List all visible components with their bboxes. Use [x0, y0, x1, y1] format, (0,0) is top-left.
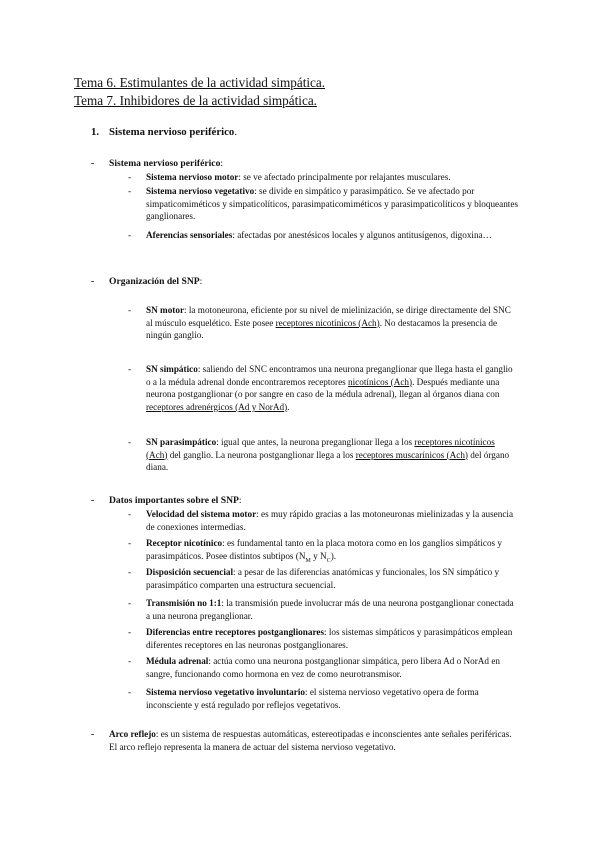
- section-number: 1.: [91, 126, 100, 138]
- list-bullet: -: [128, 305, 132, 316]
- list-item-sn-simpatico: SN simpático: saliendo del SNC encontramos una neurona preganglionar que llega hasta el ganglio o a la médula adrenal donde encontraremos receptores nicotínicos (Ach). Después mediante una neurona postganglionar (o por sangre en caso de la médula adrenal), llegan al órganos diana con receptores adrenérgicos (Ad y NorAd).: [146, 364, 513, 412]
- list-item: Médula adrenal: actúa como una neurona postganglionar simpática, pero libera Ad o NorAd en sangre, funcionando como hormona en vez de como neurotransmisor.: [146, 656, 500, 679]
- org-heading: Organización del SNP:: [109, 276, 203, 287]
- arco-reflejo-paragraph: Arco reflejo: es un sistema de respuestas automáticas, estereotipadas e inconscientes ante señales periféricas. El arco reflejo representa la manera de actuar del sistema nervioso vegetativo.: [109, 729, 512, 752]
- list-bullet: -: [128, 687, 132, 698]
- list-item: Sistema nervioso motor: se ve afectado principalmente por relajantes musculares.: [146, 172, 451, 182]
- list-item-sn-parasimpatico: SN parasimpático: igual que antes, la neurona preganglionar llega a los receptores nicotínicos (Ach) del ganglio. La neurona postganglionar llega a los receptores muscarínicos (Ach) del órgano diana.: [146, 437, 510, 473]
- list-item: Velocidad del sistema motor: es muy rápido gracias a las motoneuronas mielinizadas y la ausencia de conexiones intermedias.: [146, 509, 514, 532]
- list-dash: -: [91, 276, 95, 287]
- title-tema-6: Tema 6. Estimulantes de la actividad simpática.: [74, 75, 326, 90]
- list-bullet: -: [128, 538, 132, 549]
- list-item: Sistema nervioso vegetativo involuntario: el sistema nervioso vegetativo opera de forma inconsciente y está regulado por reflejos vegetativos.: [146, 687, 479, 710]
- list-item: Sistema nervioso vegetativo: se divide en simpático y parasimpático. Se ve afectado por simpaticomiméticos y simpaticolíticos, parasimpaticomiméticos y parasimpaticolíticos y bloqueantes ganglionares.: [146, 186, 519, 222]
- list-item: Aferencias sensoriales: afectadas por anestésicos locales y algunos antitusígenos, digoxina…: [146, 230, 492, 240]
- list-bullet: -: [128, 598, 132, 609]
- list-bullet: -: [128, 172, 132, 183]
- datos-heading: Datos importantes sobre el SNP:: [109, 495, 242, 506]
- list-bullet: -: [128, 656, 132, 667]
- list-dash: -: [91, 158, 95, 169]
- title-tema-7: Tema 7. Inhibidores de la actividad simpática.: [74, 93, 317, 108]
- section-heading: 1. Sistema nervioso periférico.: [91, 126, 238, 138]
- list-bullet: -: [128, 186, 132, 197]
- list-dash: -: [91, 729, 95, 740]
- list-bullet: -: [128, 437, 132, 448]
- list-bullet: -: [128, 627, 132, 638]
- list-item: Diferencias entre receptores postganglionares: los sistemas simpáticos y parasimpáticos emplean diferentes receptores en las neuronas postganglionares.: [146, 627, 513, 650]
- list-bullet: -: [128, 509, 132, 520]
- list-item: Receptor nicotínico: es fundamental tanto en la placa motora como en los ganglios simpáticos y parasimpáticos. Posee distintos subtipos ($N_M$ y $N_C$).: [146, 538, 503, 564]
- list-bullet: -: [128, 567, 132, 578]
- snp-heading: Sistema nervioso periférico:: [109, 158, 224, 169]
- list-bullet: -: [128, 230, 132, 241]
- list-bullet: -: [128, 364, 132, 375]
- list-item: Disposición secuencial: a pesar de las diferencias anatómicas y funcionales, los SN simpático y parasimpático comparten una estructura secuencial.: [146, 567, 500, 590]
- list-item: Transmisión no 1:1: la transmisión puede involucrar más de una neurona postganglionar conectada a una neurona preganglionar.: [146, 598, 514, 621]
- section-title: Sistema nervioso periférico: [109, 126, 235, 138]
- list-dash: -: [91, 495, 95, 506]
- list-item-sn-motor: SN motor: la motoneurona, eficiente por su nivel de mielinización, se dirige directamente del SNC al músculo esquelético. Este posee receptores nicotínicos (Ach). No destacamos la presencia de ningún ganglio.: [146, 305, 511, 341]
